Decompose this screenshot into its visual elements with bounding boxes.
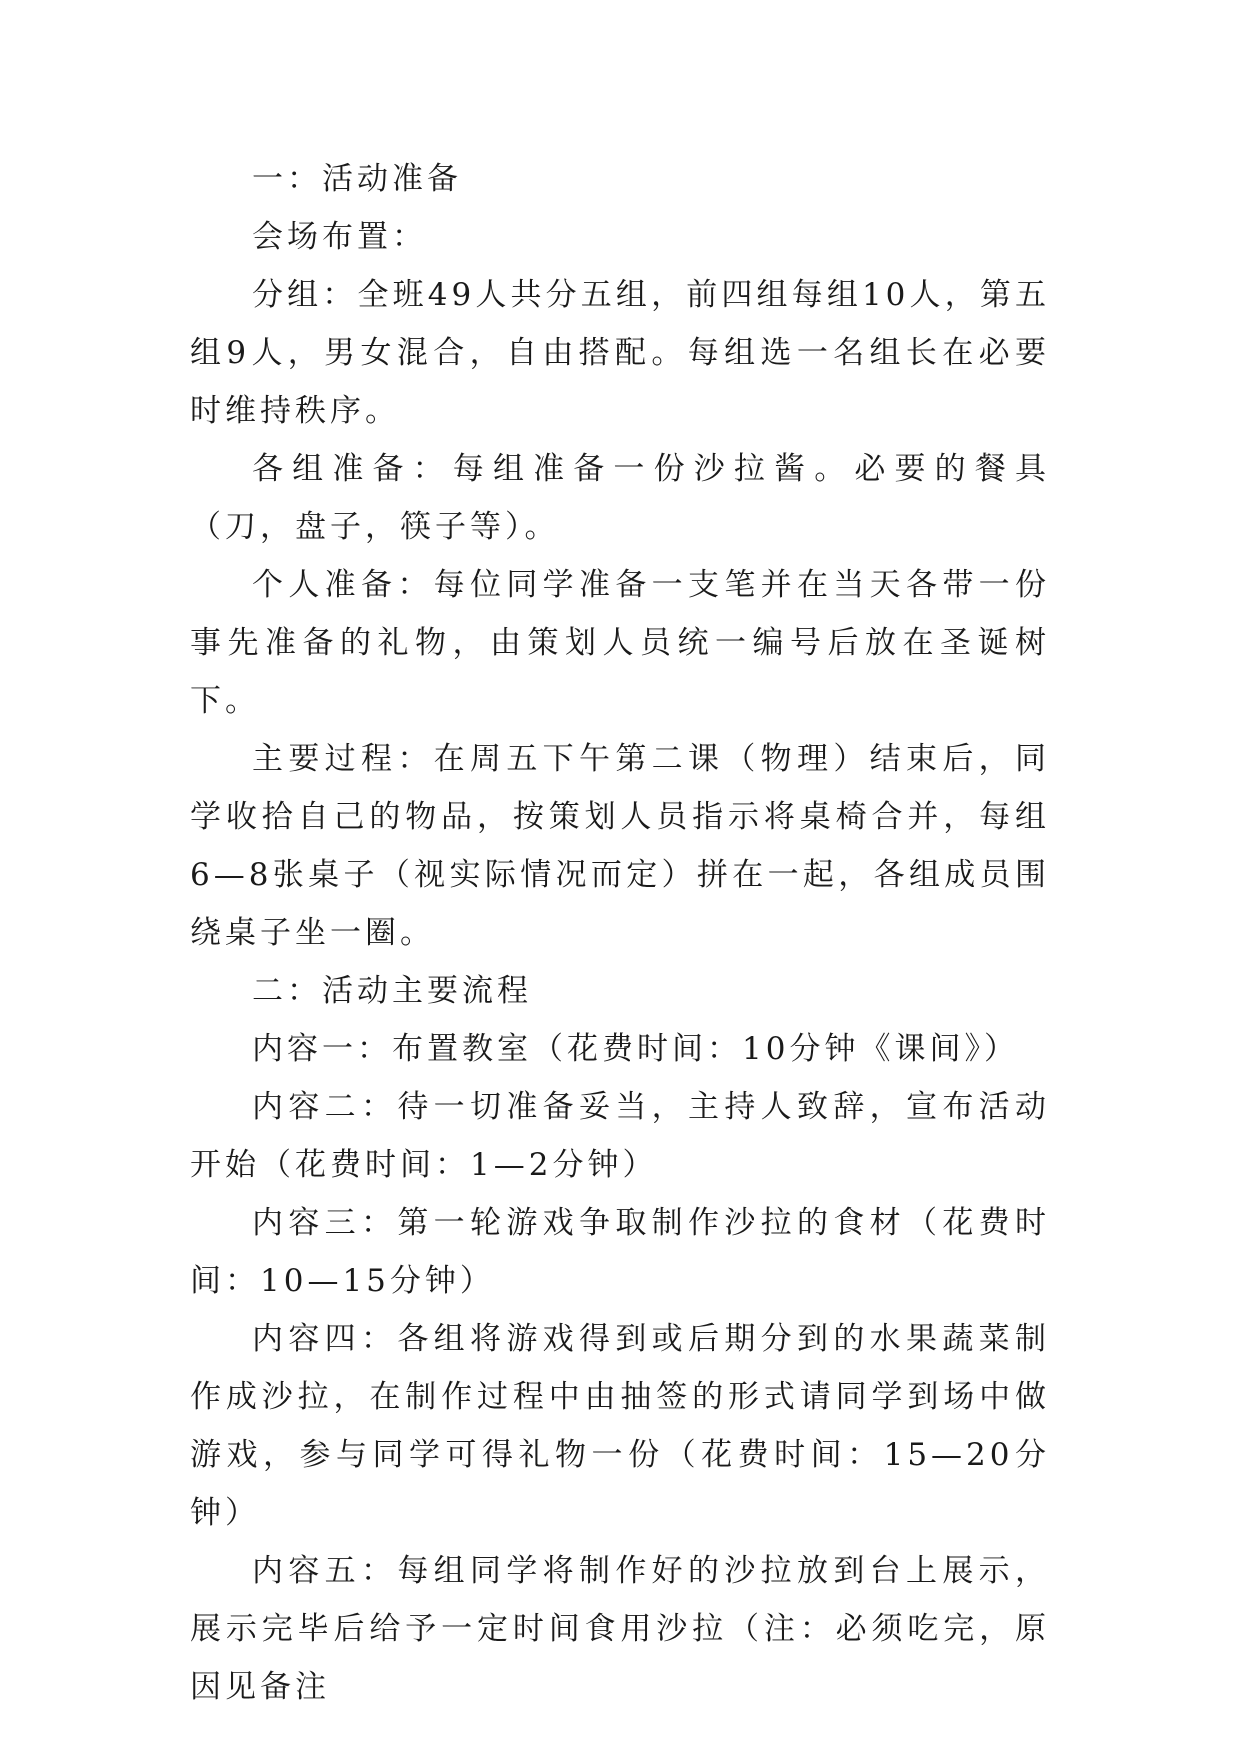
section-heading-preparation: 一：活动准备: [252, 161, 462, 197]
content-three-paragraph: 内容三：第一轮游戏争取制作沙拉的食材（花费时间：10—15分钟）: [190, 1205, 1050, 1299]
content-five-paragraph: 内容五：每组同学将制作好的沙拉放到台上展示，展示完毕后给予一定时间食用沙拉（注：必须吃完，原因见备注: [190, 1553, 1050, 1705]
group-preparation-paragraph: 各组准备：每组准备一份沙拉酱。必要的餐具（刀，盘子，筷子等）。: [190, 451, 1050, 545]
venue-setup-heading: 会场布置：: [252, 219, 427, 255]
content-one-paragraph: 内容一：布置教室（花费时间：10分钟《课间》）: [252, 1031, 1019, 1067]
document-body: [190, 150, 1050, 1716]
content-four-paragraph: 内容四：各组将游戏得到或后期分到的水果蔬菜制作成沙拉，在制作过程中由抽签的形式请同学到场中做游戏，参与同学可得礼物一份（花费时间：15—20分钟）: [190, 1321, 1050, 1531]
content-two-paragraph: 内容二：待一切准备妥当，主持人致辞，宣布活动开始（花费时间：1—2分钟）: [190, 1089, 1050, 1183]
main-process-paragraph: 主要过程：在周五下午第二课（物理）结束后，同学收拾自己的物品，按策划人员指示将桌椅合并，每组6—8张桌子（视实际情况而定）拼在一起，各组成员围绕桌子坐一圈。: [190, 741, 1050, 951]
grouping-paragraph: 分组：全班49人共分五组，前四组每组10人，第五组9人，男女混合，自由搭配。每组选一名组长在必要时维持秩序。: [190, 277, 1050, 429]
personal-preparation-paragraph: 个人准备：每位同学准备一支笔并在当天各带一份事先准备的礼物，由策划人员统一编号后放在圣诞树下。: [190, 567, 1050, 719]
section-heading-flow: 二：活动主要流程: [252, 973, 532, 1009]
